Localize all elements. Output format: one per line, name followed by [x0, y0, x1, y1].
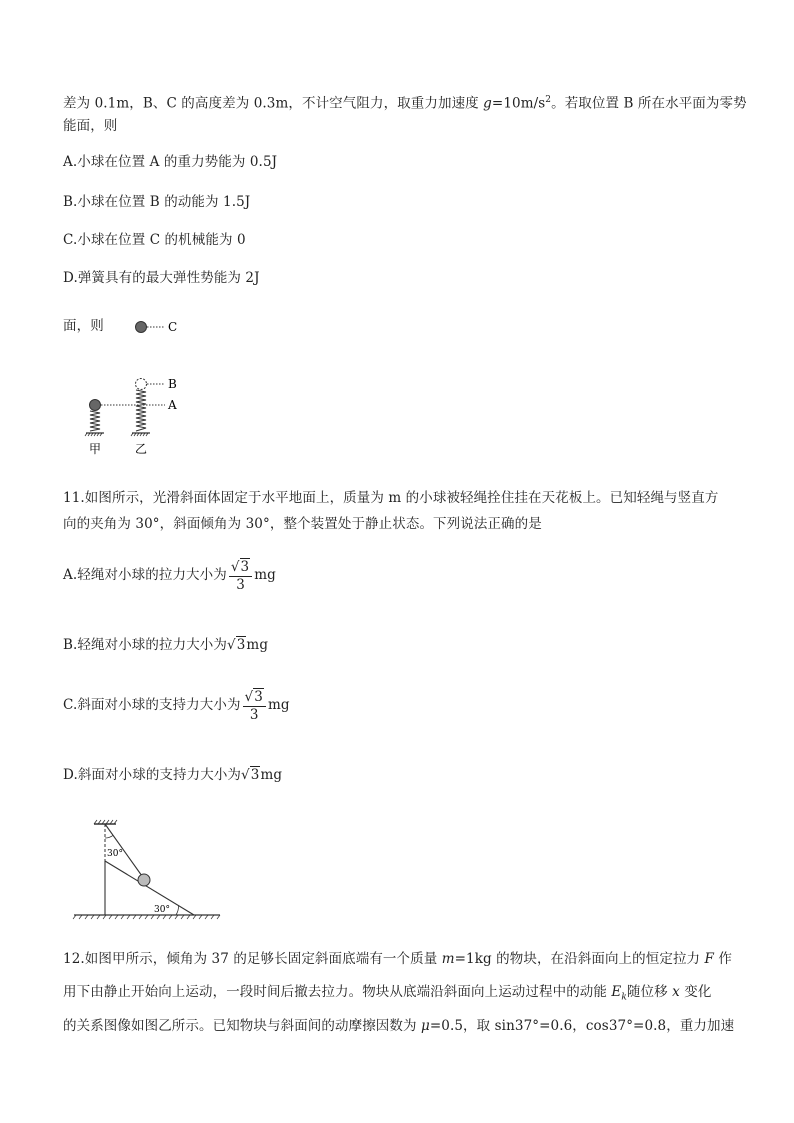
q10-option-b: B.小球在位置 B 的动能为 1.5J — [63, 194, 251, 210]
label-c: C — [168, 320, 178, 334]
q11-stem-line2: 向的夹角为 30°，斜面倾角为 30°，整个装置处于静止状态。下列说法正确的是 — [63, 516, 542, 532]
q10-figure-prefix: 面，则 — [63, 318, 104, 334]
q10-stem-line1: 差为 0.1m，B、C 的高度差为 0.3m，不计空气阻力，取重力加速度 $g=10m/s^2$。若取位置 B 所在水平面为零势 — [63, 95, 747, 112]
q10-option-d: D.弹簧具有的最大弹性势能为 2J — [63, 270, 260, 286]
label-a: A — [168, 398, 177, 412]
ball — [138, 874, 150, 886]
q11-option-a: A.轻绳对小球的拉力大小为 $\frac{√3}{3}$ mg — [63, 558, 276, 593]
q10-option-c: C.小球在位置 C 的机械能为 0 — [63, 232, 246, 248]
q10-spring-figure — [80, 312, 190, 462]
q11-incline-figure — [72, 814, 222, 920]
q12-stem-line2: 用下由静止开始向上运动，一段时间后撤去拉力。物块从底端沿斜面向上运动过程中的动能 $E_k$随位移 x 变化 — [63, 984, 712, 1003]
q10-stem-line2: 能面，则 — [63, 118, 118, 134]
label-jia: 甲 — [89, 442, 102, 456]
label-b: B — [168, 377, 177, 391]
ball-c — [136, 322, 147, 333]
ball-jia — [90, 400, 101, 411]
q12-stem-line3: 的关系图像如图乙所示。已知物块与斜面间的动摩擦因数为 μ=0.5，取 sin37°=0.6，cos37°=0.8，重力加速 — [63, 1018, 735, 1034]
spring-jia — [90, 411, 100, 431]
ball-b-dashed — [136, 379, 147, 390]
q11-option-c: C.斜面对小球的支持力大小为 $\frac{√3}{3}$ mg — [63, 688, 290, 723]
q11-stem-line1: 11.如图所示，光滑斜面体固定于水平地面上，质量为 m 的小球被轻绳拴住挂在天花板上。已知轻绳与竖直方 — [63, 490, 719, 506]
q11-option-d: D.斜面对小球的支持力大小为√3mg — [63, 767, 283, 783]
angle-bottom-label: 30° — [154, 905, 170, 915]
fraction-sqrt3-over-3: $\frac{√3}{3}$ — [229, 559, 252, 593]
spring-yi — [136, 390, 146, 431]
q11-option-b: B.轻绳对小球的拉力大小为√3mg — [63, 637, 269, 653]
label-yi: 乙 — [135, 442, 148, 456]
q10-option-a: A.小球在位置 A 的重力势能为 0.5J — [63, 154, 278, 170]
angle-top-label: 30° — [107, 849, 123, 859]
fraction-sqrt3-over-3: $\frac{√3}{3}$ — [243, 689, 266, 723]
q12-stem-line1: 12.如图甲所示，倾角为 37 的足够长固定斜面底端有一个质量 m=1kg 的物块，在沿斜面向上的恒定拉力 F 作 — [63, 951, 733, 967]
incline-surface — [105, 861, 194, 915]
